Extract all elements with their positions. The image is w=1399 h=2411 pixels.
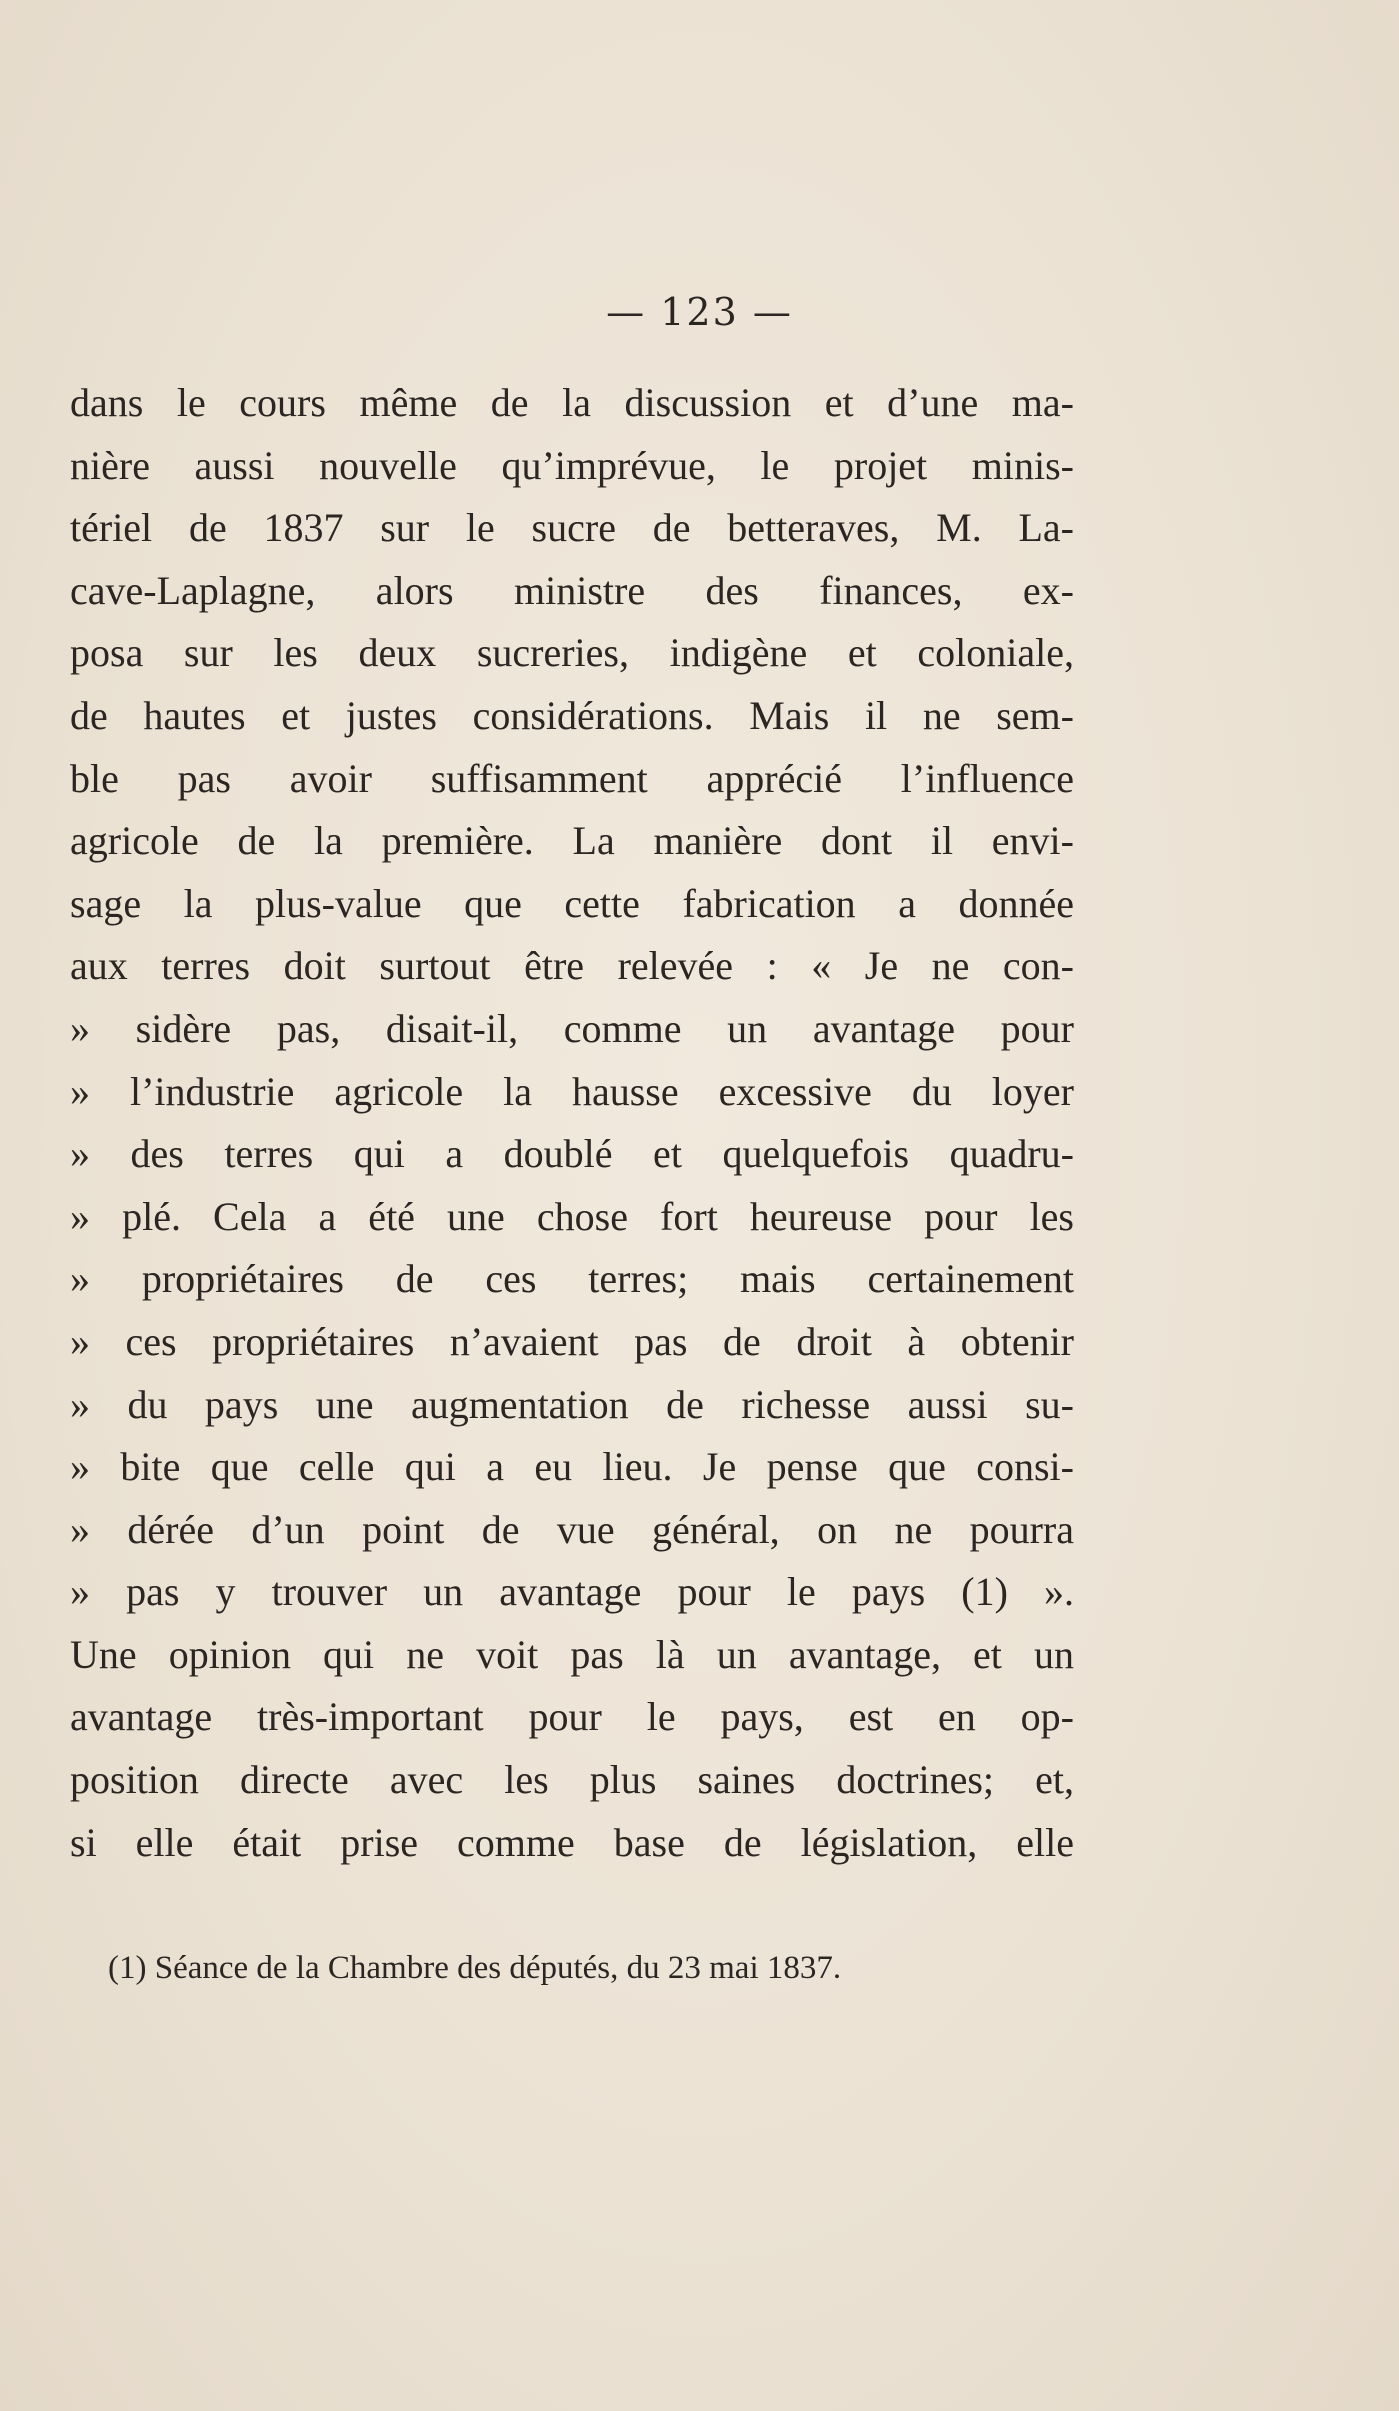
text-line: » du pays une augmentation de richesse aussi su-: [70, 1381, 1074, 1427]
text-line: » ces propriétaires n’avaient pas de droit à obtenir: [70, 1318, 1074, 1364]
text-line: » des terres qui a doublé et quelquefois quadru-: [70, 1131, 1074, 1177]
text-line: position directe avec les plus saines doctrines; et,: [70, 1757, 1074, 1803]
text-line: nière aussi nouvelle qu’imprévue, le projet minis-: [70, 442, 1074, 488]
page-number: — 123 —: [606, 290, 793, 334]
text-line: dans le cours même de la discussion et d’une ma-: [70, 380, 1074, 425]
text-line: cave-Laplagne, alors ministre des finances, ex-: [70, 567, 1074, 613]
text-line: de hautes et justes considérations. Mais il ne sem-: [70, 692, 1074, 738]
text-line: » pas y trouver un avantage pour le pays (1) ».: [70, 1569, 1074, 1615]
text-line: » propriétaires de ces terres; mais certainement: [70, 1256, 1074, 1302]
text-line: » bite que celle qui a eu lieu. Je pense que consi-: [70, 1444, 1074, 1490]
text-line: agricole de la première. La manière dont il envi-: [70, 818, 1074, 864]
text-line: posa sur les deux sucreries, indigène et coloniale,: [70, 630, 1074, 676]
text-line: aux terres doit surtout être relevée : « Je ne con-: [70, 943, 1074, 989]
text-line: avantage très-important pour le pays, est en op-: [70, 1694, 1074, 1740]
text-line: si elle était prise comme base de législation, elle: [70, 1819, 1074, 1865]
text-line: » dérée d’un point de vue général, on ne pourra: [70, 1506, 1074, 1552]
text-line: ble pas avoir suffisamment apprécié l’influence: [70, 755, 1074, 801]
text-line: tériel de 1837 sur le sucre de betteraves, M. La-: [70, 505, 1074, 551]
body-text: [70, 372, 1074, 1874]
footnote: (1) Séance de la Chambre des députés, du 23 mai 1837.: [108, 1950, 842, 1986]
text-line: sage la plus-value que cette fabrication a donnée: [70, 880, 1074, 926]
text-line: Une opinion qui ne voit pas là un avantage, et un: [70, 1631, 1074, 1677]
text-line: » l’industrie agricole la hausse excessive du loyer: [70, 1068, 1074, 1114]
text-line: » plé. Cela a été une chose fort heureuse pour les: [70, 1193, 1074, 1239]
text-line: » sidère pas, disait-il, comme un avantage pour: [70, 1005, 1074, 1051]
